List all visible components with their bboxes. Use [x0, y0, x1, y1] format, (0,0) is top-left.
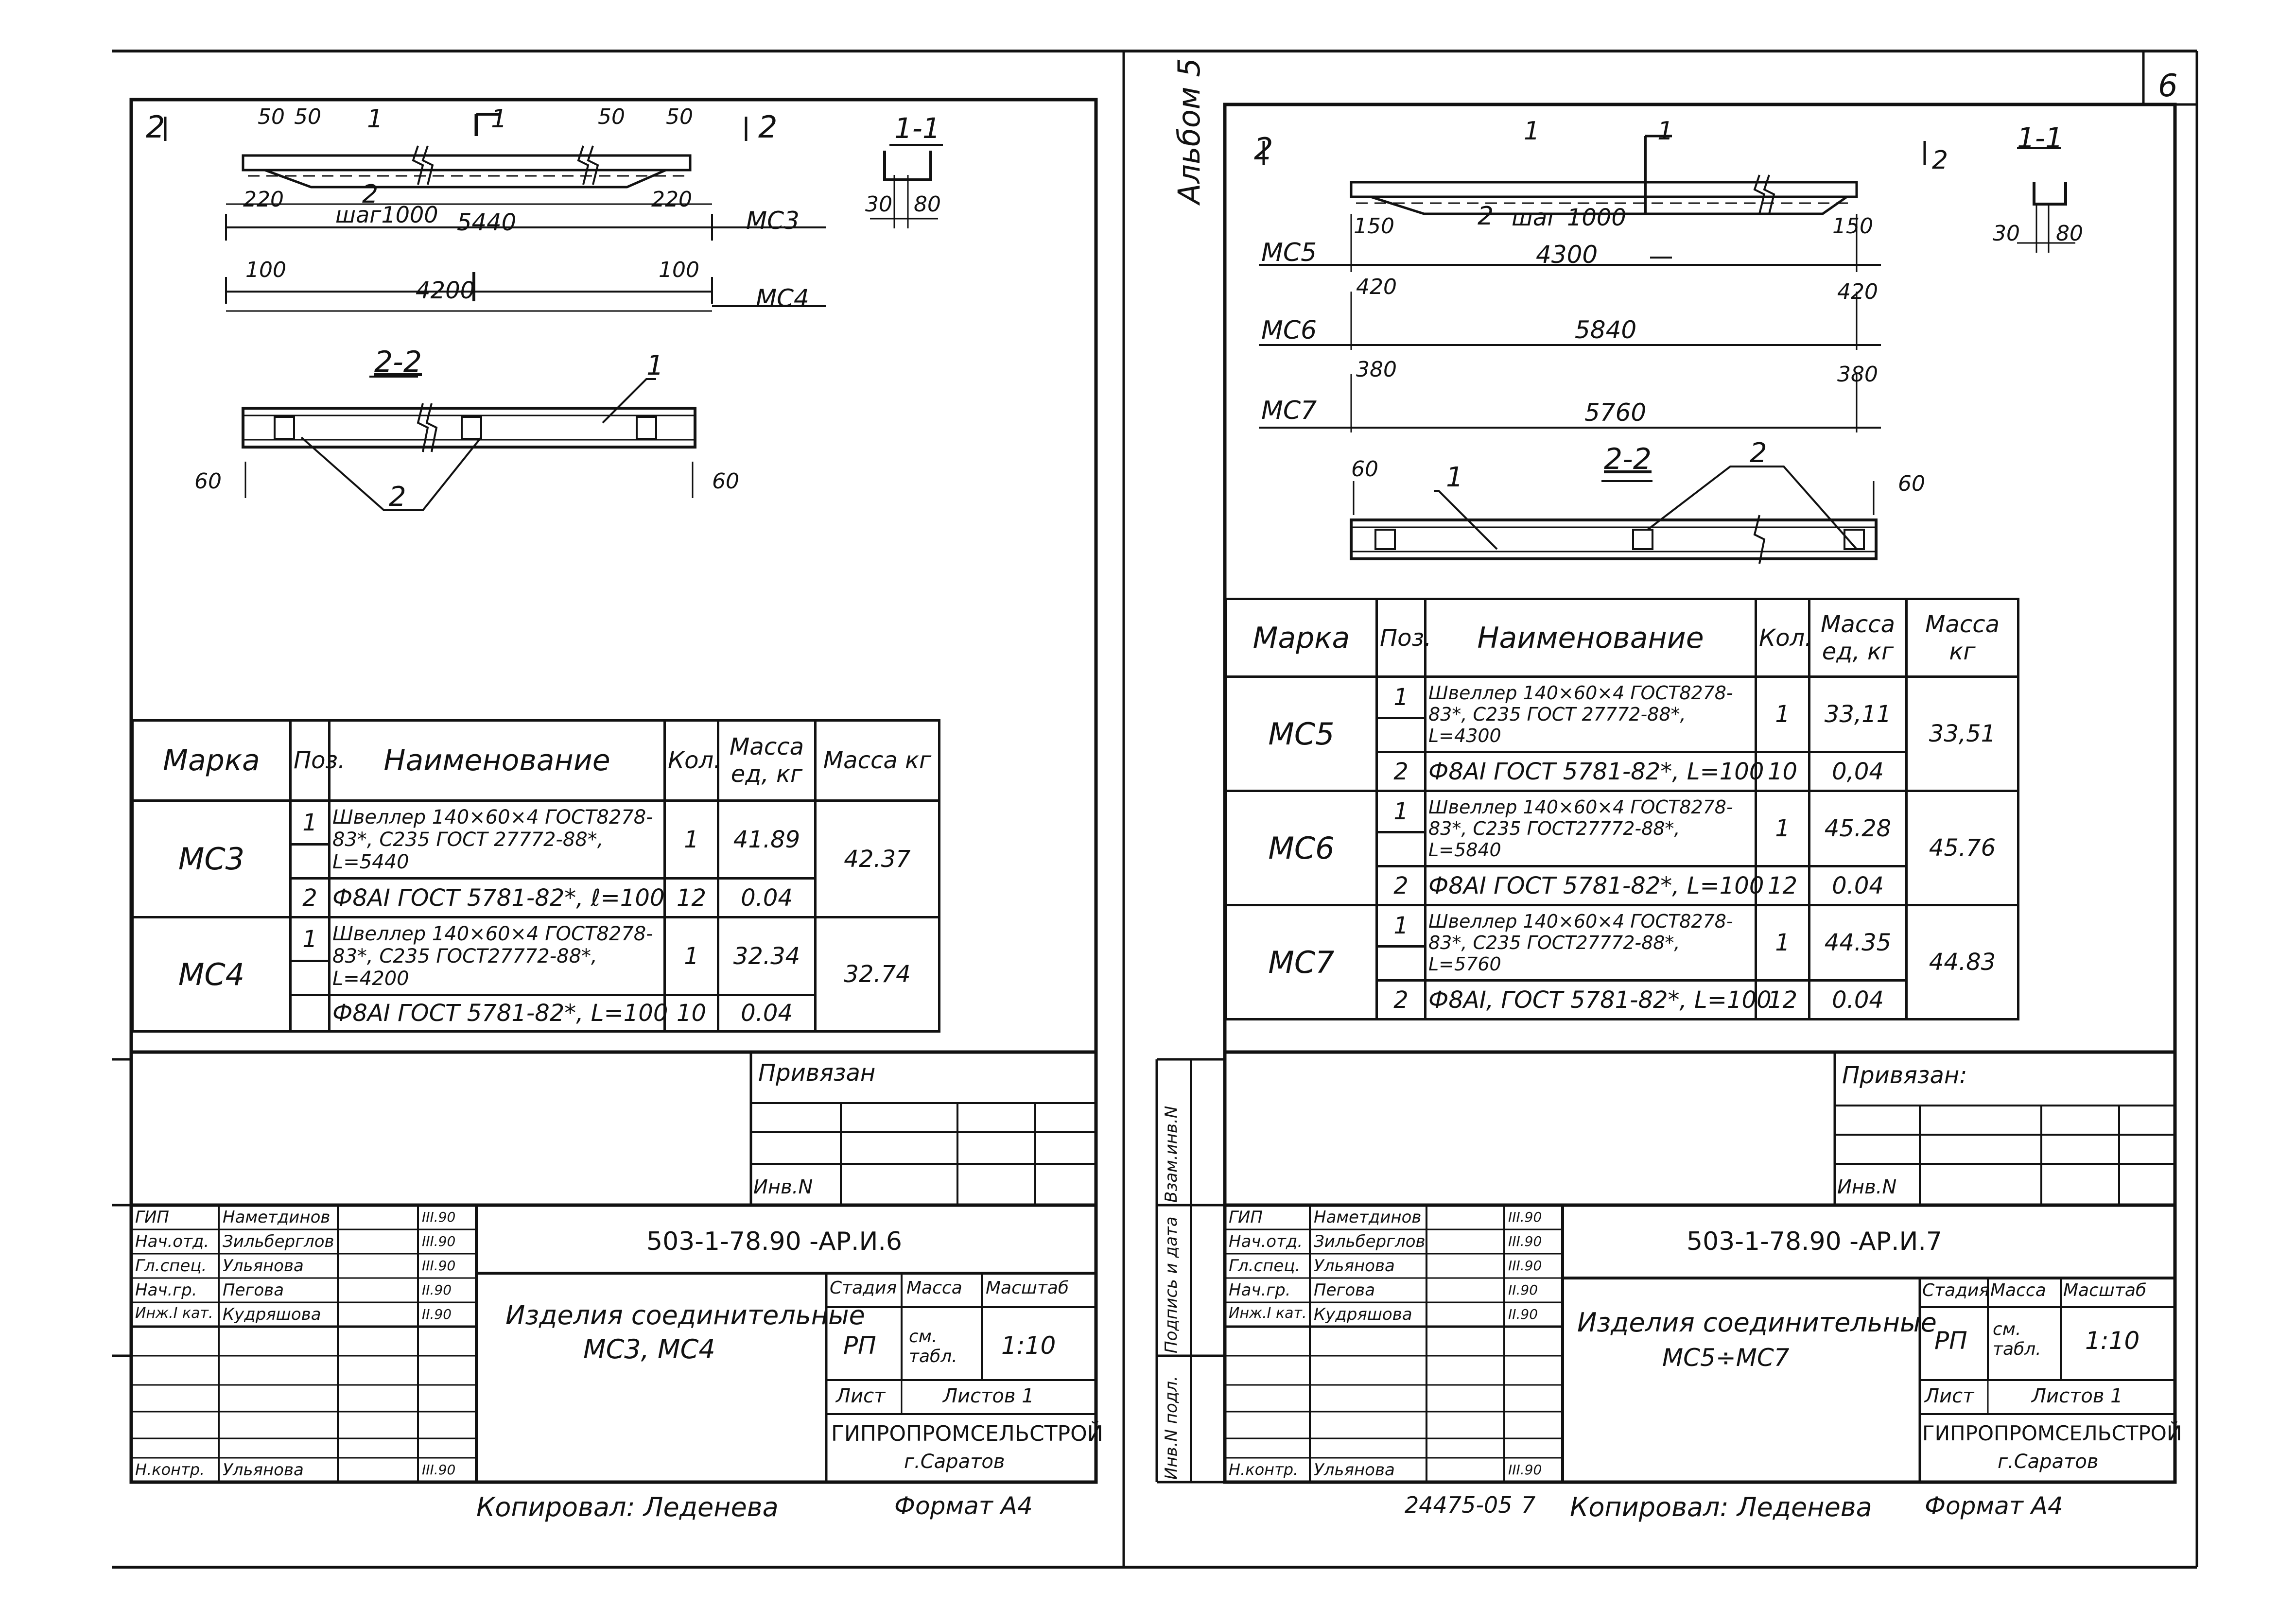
row-name: Ф8АI ГОСТ 5781-82*, ℓ=100 — [330, 879, 665, 917]
right-scale-h: Масштаб — [2063, 1280, 2147, 1300]
row-unit-mass: 45.28 — [1809, 791, 1907, 866]
right-bound-label: Привязан: — [1842, 1062, 1967, 1089]
row-mark: МС4 — [133, 917, 291, 1032]
corner-sheet-number: 6 — [2158, 68, 2178, 104]
row-qty: 10 — [665, 995, 718, 1032]
left-sec11-title: 1-1 — [894, 112, 940, 145]
right-date-0: III.90 — [1508, 1209, 1542, 1225]
row-unit-mass: 41.89 — [718, 801, 816, 879]
row-unit-mass: 0,04 — [1809, 752, 1907, 791]
right-control-role: Н.контр. — [1229, 1460, 1299, 1479]
row-qty: 1 — [1756, 905, 1809, 981]
header-mark: Марка — [1226, 599, 1377, 677]
right-format: Формат А4 — [1925, 1492, 2063, 1520]
right-dim-150a: 150 — [1354, 214, 1394, 239]
left-subtitle: МС3, МС4 — [583, 1334, 715, 1365]
right-role-1: Нач.отд. — [1229, 1232, 1303, 1251]
left-control-date: III.90 — [422, 1462, 456, 1478]
left-format: Формат А4 — [894, 1492, 1033, 1520]
row-pos: 1 — [1377, 905, 1426, 947]
row-unit-mass: 32.34 — [718, 917, 816, 995]
right-dim-60a: 60 — [1351, 457, 1378, 482]
left-role-0: ГИП — [135, 1208, 169, 1227]
left-sec22-pos1: 1 — [646, 350, 664, 381]
right-side-label-1: Подпись и дата — [1162, 1216, 1181, 1353]
right-role-4: Инж.I кат. — [1229, 1305, 1307, 1322]
left-sec2-mark-b: 2 — [758, 109, 778, 145]
right-side-label-2: Инв.N подл. — [1162, 1376, 1181, 1480]
left-role-3: Нач.гр. — [135, 1280, 197, 1300]
right-sec2-mark-a: 2 — [1254, 131, 1273, 167]
left-dim-60b: 60 — [712, 469, 739, 494]
left-role-4: Инж.I кат. — [135, 1305, 213, 1322]
left-scale-h: Масштаб — [986, 1278, 1069, 1298]
row-mark: МС3 — [133, 801, 291, 917]
left-name-4: Кудряшова — [223, 1305, 321, 1324]
left-date-0: III.90 — [422, 1209, 456, 1225]
row-total-mass: 44.83 — [1907, 905, 2018, 1019]
right-doc-code: 503-1-78.90 -АР.И.7 — [1687, 1227, 1942, 1256]
left-pos1: 1 — [367, 104, 383, 134]
right-city: г.Саратов — [1998, 1451, 2099, 1473]
right-name-3: Пегова — [1314, 1280, 1375, 1300]
left-margin-note: Альбом 5 — [1171, 58, 1207, 204]
left-inv-label: Инв.N — [753, 1176, 813, 1198]
left-sheet-h: Лист — [836, 1385, 886, 1407]
left-sec1-mark: 1 — [491, 104, 507, 134]
right-mark-mc7: МС7 — [1261, 396, 1317, 425]
left-scale: 1:10 — [1001, 1331, 1056, 1360]
left-len-mc4: 4200 — [416, 277, 475, 304]
right-role-0: ГИП — [1229, 1208, 1263, 1227]
left-name-1: Зильберглов — [223, 1232, 334, 1251]
left-sec22-title: 2-2 — [374, 345, 422, 379]
left-dim-220a: 220 — [243, 187, 284, 212]
row-unit-mass: 0.04 — [1809, 981, 1907, 1019]
row-pos: 1 — [291, 801, 330, 845]
right-len-mc7: 5760 — [1584, 398, 1647, 427]
row-name: Ф8АI ГОСТ 5781-82*, L=100 — [330, 995, 665, 1032]
row-name: Швеллер 140×60×4 ГОСТ8278-83*, С235 ГОСТ27772-88*, L=5760 — [1426, 905, 1756, 981]
left-control-role: Н.контр. — [135, 1460, 205, 1479]
right-org: ГИПРОПРОМСЕЛЬСТРОЙ — [1922, 1421, 2182, 1445]
right-inv-label: Инв.N — [1837, 1176, 1897, 1198]
row-qty: 1 — [1756, 677, 1809, 752]
right-stage-h: Стадия — [1922, 1280, 1990, 1300]
left-sec11-dim30: 30 — [865, 192, 892, 217]
right-control-date: III.90 — [1508, 1462, 1542, 1478]
row-name: Ф8АI ГОСТ 5781-82*, L=100 — [1426, 866, 1756, 905]
header-unit-mass: Масса ед, кг — [718, 721, 816, 801]
right-sec22-pos2: 2 — [1750, 437, 1767, 469]
right-name-0: Наметдинов — [1314, 1208, 1422, 1227]
right-copied: Копировал: Леденева — [1570, 1492, 1872, 1522]
right-date-2: III.90 — [1508, 1258, 1542, 1274]
right-doc-num: 24475-05 — [1405, 1492, 1513, 1518]
header-total-mass: Масса кг — [816, 721, 939, 801]
left-dim-100b: 100 — [659, 258, 699, 282]
right-page-num: 7 — [1521, 1492, 1536, 1518]
right-sec22-pos1: 1 — [1446, 462, 1463, 493]
row-unit-mass: 0.04 — [718, 879, 816, 917]
left-date-3: II.90 — [422, 1282, 452, 1298]
right-sheets-h: Листов 1 — [2032, 1385, 2123, 1407]
row-pos: 1 — [1377, 677, 1426, 718]
right-sec1-mark: 1 — [1657, 117, 1674, 146]
left-role-2: Гл.спец. — [135, 1256, 207, 1276]
row-name: Ф8АI, ГОСТ 5781-82*, L=100 — [1426, 981, 1756, 1019]
right-control-name: Ульянова — [1314, 1460, 1395, 1480]
row-pos: 1 — [1377, 791, 1426, 832]
left-sec22-pos2: 2 — [389, 481, 406, 513]
right-name-4: Кудряшова — [1314, 1305, 1412, 1324]
left-mark-mc4: МС4 — [756, 284, 809, 312]
left-role-1: Нач.отд. — [135, 1232, 209, 1251]
left-stage-h: Стадия — [830, 1278, 897, 1298]
left-name-0: Наметдинов — [223, 1208, 330, 1227]
right-title: Изделия соединительные — [1577, 1307, 1937, 1338]
left-sec2-mark-a: 2 — [146, 109, 165, 145]
left-stage: РП — [843, 1331, 876, 1360]
row-total-mass: 32.74 — [816, 917, 939, 1032]
left-dim-100a: 100 — [245, 258, 286, 282]
row-qty: 12 — [1756, 866, 1809, 905]
left-copied: Копировал: Леденева — [476, 1492, 779, 1522]
header-total-mass: Масса кг — [1907, 599, 2018, 677]
row-total-mass: 33,51 — [1907, 677, 2018, 791]
left-city: г.Саратов — [904, 1451, 1005, 1473]
row-qty: 12 — [665, 879, 718, 917]
left-dim-50b: 50 — [294, 104, 321, 129]
row-pos: 1 — [291, 917, 330, 961]
right-date-1: III.90 — [1508, 1233, 1542, 1249]
row-qty: 1 — [1756, 791, 1809, 866]
right-step: шаг 1000 — [1512, 204, 1626, 231]
left-pos2: 2 — [362, 180, 379, 209]
right-sheet-h: Лист — [1925, 1385, 1974, 1407]
row-pos: 2 — [1377, 866, 1426, 905]
header-pos: Поз. — [1377, 599, 1426, 677]
right-sec11-dim80: 80 — [2056, 221, 2083, 246]
header-pos: Поз. — [291, 721, 330, 801]
right-stage: РП — [1934, 1327, 1967, 1355]
left-name-2: Ульянова — [223, 1256, 304, 1276]
right-sec11-dim30: 30 — [1993, 221, 2020, 246]
right-date-3: II.90 — [1508, 1282, 1538, 1298]
header-name: Наименование — [330, 721, 665, 801]
left-date-2: III.90 — [422, 1258, 456, 1274]
right-sec22-title: 2-2 — [1604, 442, 1652, 476]
row-qty: 1 — [665, 801, 718, 879]
right-name-1: Зильберглов — [1314, 1232, 1426, 1251]
row-mark: МС5 — [1226, 677, 1377, 791]
row-total-mass: 42.37 — [816, 801, 939, 917]
left-bound-label: Привязан — [758, 1059, 876, 1087]
left-sec11-dim80: 80 — [914, 192, 941, 217]
row-mark: МС6 — [1226, 791, 1377, 905]
left-len-mc3: 5440 — [457, 209, 517, 236]
right-dim-150b: 150 — [1832, 214, 1873, 239]
row-name: Швеллер 140×60×4 ГОСТ8278-83*, С235 ГОСТ27772-88*, L=5840 — [1426, 791, 1756, 866]
row-unit-mass: 0.04 — [718, 995, 816, 1032]
left-dim-60a: 60 — [194, 469, 222, 494]
row-pos: 2 — [1377, 752, 1426, 791]
row-qty: 12 — [1756, 981, 1809, 1019]
row-name: Швеллер 140×60×4 ГОСТ8278-83*, С235 ГОСТ27772-88*, L=4200 — [330, 917, 665, 995]
row-name: Швеллер 140×60×4 ГОСТ8278-83*, С235 ГОСТ 27772-88*, L=4300 — [1426, 677, 1756, 752]
right-dim-380a: 380 — [1356, 357, 1397, 382]
left-mark-mc3: МС3 — [746, 207, 800, 235]
left-mass-h: Масса — [906, 1278, 962, 1298]
right-role-2: Гл.спец. — [1229, 1256, 1301, 1276]
right-dim-380b: 380 — [1837, 362, 1878, 387]
right-sec11-title: 1-1 — [2017, 121, 2063, 155]
left-name-3: Пегова — [223, 1280, 284, 1300]
right-dim-420b: 420 — [1837, 279, 1878, 304]
right-pos1: 1 — [1524, 117, 1540, 146]
row-qty: 1 — [665, 917, 718, 995]
row-name: Швеллер 140×60×4 ГОСТ8278-83*, С235 ГОСТ 27772-88*, L=5440 — [330, 801, 665, 879]
right-len-mc6: 5840 — [1575, 316, 1637, 344]
right-pos2: 2 — [1478, 202, 1494, 231]
left-org: ГИПРОПРОМСЕЛЬСТРОЙ — [831, 1421, 1103, 1446]
left-mass: см. табл. — [909, 1327, 957, 1366]
row-unit-mass: 44.35 — [1809, 905, 1907, 981]
header-unit-mass: Масса ед, кг — [1809, 599, 1907, 677]
header-mark: Марка — [133, 721, 291, 801]
row-unit-mass: 33,11 — [1809, 677, 1907, 752]
right-subtitle: МС5÷МС7 — [1662, 1344, 1790, 1372]
header-name: Наименование — [1426, 599, 1756, 677]
right-scale: 1:10 — [2085, 1327, 2140, 1355]
left-sheets-h: Листов 1 — [943, 1385, 1034, 1407]
left-control-name: Ульянова — [223, 1460, 304, 1480]
left-date-4: II.90 — [422, 1306, 452, 1322]
left-dim-50d: 50 — [666, 104, 693, 129]
right-side-label-0: Взам.инв.N — [1162, 1106, 1181, 1203]
row-qty: 10 — [1756, 752, 1809, 791]
left-step: шаг1000 — [335, 202, 438, 228]
left-dim-50a: 50 — [258, 104, 285, 129]
header-qty: Кол. — [1756, 599, 1809, 677]
left-doc-code: 503-1-78.90 -АР.И.6 — [646, 1227, 902, 1256]
right-mass-h: Масса — [1990, 1280, 2046, 1300]
row-name: Ф8АI ГОСТ 5781-82*, L=100 — [1426, 752, 1756, 791]
row-unit-mass: 0.04 — [1809, 866, 1907, 905]
left-title: Изделия соединительные — [505, 1300, 865, 1331]
left-dim-50c: 50 — [598, 104, 625, 129]
right-name-2: Ульянова — [1314, 1256, 1395, 1276]
right-len-mc5: 4300 — [1536, 241, 1598, 269]
right-dim-60b: 60 — [1898, 471, 1925, 496]
row-pos: 2 — [1377, 981, 1426, 1019]
right-sec2-mark-b: 2 — [1932, 146, 1948, 175]
right-date-4: II.90 — [1508, 1306, 1538, 1322]
left-dim-220b: 220 — [651, 187, 692, 212]
right-dim-420a: 420 — [1356, 275, 1397, 299]
row-mark: МС7 — [1226, 905, 1377, 1019]
row-pos: 2 — [291, 879, 330, 917]
left-date-1: III.90 — [422, 1233, 456, 1249]
right-mark-mc6: МС6 — [1261, 316, 1317, 345]
right-mark-mc5: МС5 — [1261, 238, 1317, 267]
right-role-3: Нач.гр. — [1229, 1280, 1291, 1300]
header-qty: Кол. — [665, 721, 718, 801]
right-mass: см. табл. — [1993, 1319, 2041, 1359]
row-total-mass: 45.76 — [1907, 791, 2018, 905]
